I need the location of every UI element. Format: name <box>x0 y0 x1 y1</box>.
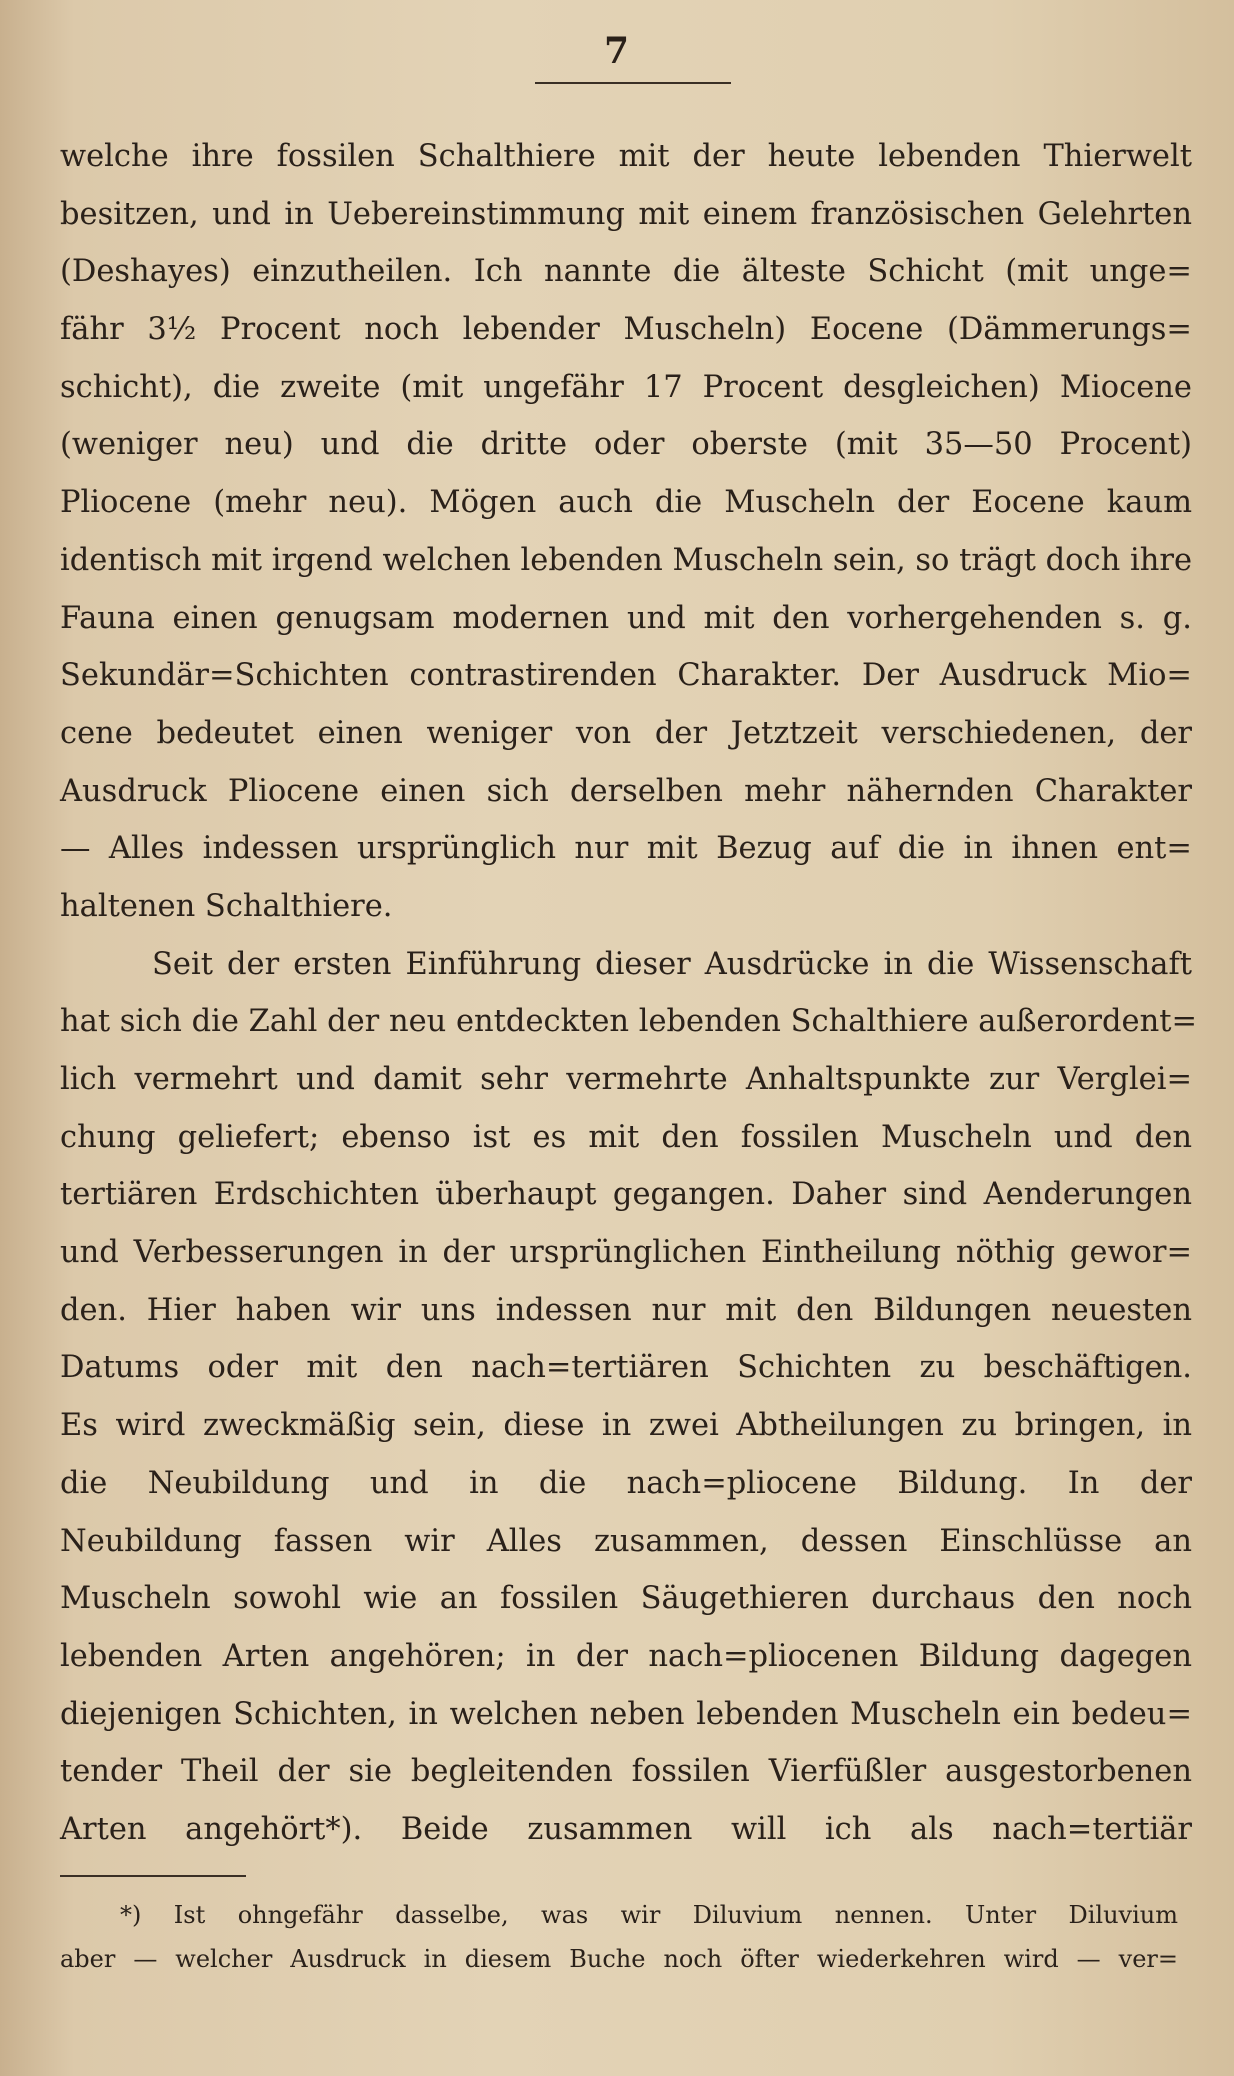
text-line: lebenden Arten angehören; in der nach=pliocenen Bildung dagegen <box>60 1638 1192 1674</box>
text-line: hat sich die Zahl der neu entdeckten lebenden Schalthiere außerordent= <box>60 1004 1198 1040</box>
text-line: lich vermehrt und damit sehr vermehrte Anhaltspunkte zur Verglei= <box>60 1062 1192 1097</box>
text-line: Fauna einen genugsam modernen und mit den vorhergehenden s. g. <box>60 600 1192 636</box>
page-number: 7 <box>603 30 631 72</box>
text-line: chung geliefert; ebenso ist es mit den fossilen Muscheln und den <box>60 1119 1192 1155</box>
text-line: Muscheln sowohl wie an fossilen Säugethieren durchaus den noch <box>60 1581 1192 1617</box>
text-line: Pliocene (mehr neu). Mögen auch die Muscheln der Eocene kaum <box>60 485 1192 521</box>
paragraph-first-line: Seit der ersten Einführung dieser Ausdrücke in die Wissenschaft <box>152 946 1192 982</box>
text-line: identisch mit irgend welchen lebenden Muscheln sein, so trägt doch ihre <box>60 542 1192 578</box>
text-line: Es wird zweckmäßig sein, diese in zwei Abtheilungen zu bringen, in <box>60 1408 1192 1444</box>
text-line: — Alles indessen ursprünglich nur mit Bezug auf die in ihnen ent= <box>60 831 1192 867</box>
text-line: die Neubildung und in die nach=pliocene Bildung. In der <box>60 1465 1192 1501</box>
text-line: Neubildung fassen wir Alles zusammen, dessen Einschlüsse an <box>60 1523 1192 1559</box>
header-rule <box>535 82 731 84</box>
body-text <box>60 128 1198 1859</box>
text-line: (weniger neu) und die dritte oder oberste (mit 35—50 Procent) <box>60 427 1192 463</box>
text-line: und Verbesserungen in der ursprünglichen Eintheilung nöthig gewor= <box>60 1235 1192 1271</box>
text-line: tender Theil der sie begleitenden fossilen Vierfüßler ausgestorbenen <box>60 1754 1192 1790</box>
text-line: welche ihre fossilen Schalthiere mit der heute lebenden Thierwelt <box>60 139 1192 174</box>
text-line: schicht), die zweite (mit ungefähr 17 Procent desgleichen) Miocene <box>60 369 1192 405</box>
text-line: cene bedeutet einen weniger von der Jetztzeit verschiedenen, der <box>60 715 1192 751</box>
text-line: Sekundär=Schichten contrastirenden Charakter. Der Ausdruck Mio= <box>60 658 1192 694</box>
text-line: tertiären Erdschichten überhaupt gegangen. Daher sind Aenderungen <box>60 1177 1192 1213</box>
footnote <box>60 1893 1178 1981</box>
text-line: diejenigen Schichten, in welchen neben lebenden Muscheln ein bedeu= <box>60 1696 1192 1732</box>
text-line: haltenen Schalthiere. <box>60 888 393 924</box>
text-line: Datums oder mit den nach=tertiären Schichten zu beschäftigen. <box>60 1350 1192 1386</box>
text-line: besitzen, und in Uebereinstimmung mit einem französischen Gelehrten <box>60 196 1192 232</box>
footnote-rule <box>60 1875 246 1877</box>
text-line: Arten angehört*). Beide zusammen will ich als nach=tertiär <box>60 1811 1192 1847</box>
text-line: (Deshayes) einzutheilen. Ich nannte die älteste Schicht (mit unge= <box>60 254 1192 290</box>
footnote-line: aber — welcher Ausdruck in diesem Buche noch öfter wiederkehren wird — ver= <box>60 1945 1178 1973</box>
text-line: Ausdruck Pliocene einen sich derselben mehr nähernden Charakter <box>60 773 1192 809</box>
text-line: den. Hier haben wir uns indessen nur mit den Bildungen neuesten <box>60 1292 1192 1328</box>
footnote-line: *) Ist ohngefähr dasselbe, was wir Diluvium nennen. Unter Diluvium <box>120 1901 1178 1929</box>
text-line: fähr 3½ Procent noch lebender Muscheln) Eocene (Dämmerungs= <box>60 312 1192 348</box>
